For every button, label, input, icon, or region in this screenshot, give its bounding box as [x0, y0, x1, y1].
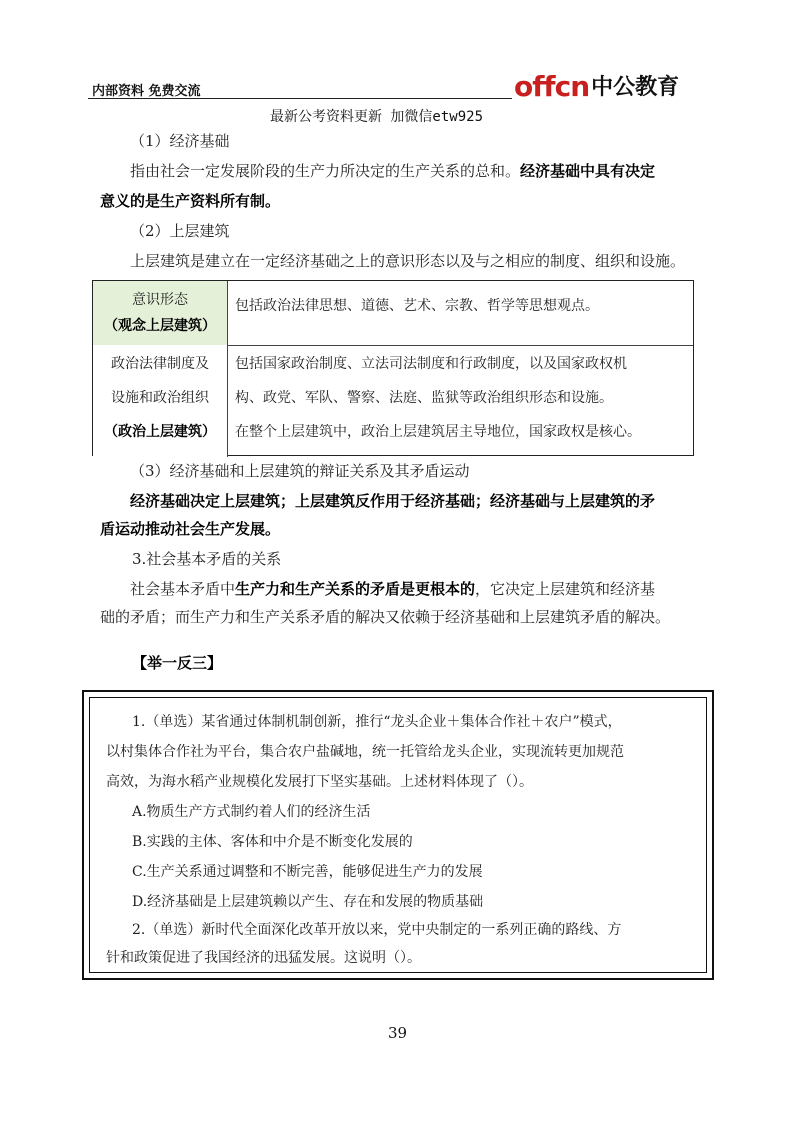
practice-title: 【举一反三】	[132, 654, 223, 672]
question-1-option-d: D.经济基础是上层建筑赖以产生、存在和发展的物质基础	[132, 894, 484, 910]
section-heading-dialectic: （3）经济基础和上层建筑的辩证关系及其矛盾运动	[130, 462, 470, 480]
question-2-line: 2.（单选）新时代全面深化改革开放以来，党中央制定的一系列正确的路线、方	[132, 922, 622, 938]
table-cell-right	[235, 347, 687, 449]
text-bold: 经济基础中具有决定	[520, 162, 656, 180]
cell-text: 意识形态	[132, 292, 188, 308]
paragraph-dialectic: 经济基础决定上层建筑；上层建筑反作用于经济基础；经济基础与上层建筑的矛	[130, 492, 656, 510]
paragraph-basic-contradiction	[100, 578, 710, 600]
table-cell-left	[93, 345, 228, 457]
header-left-text: 内部资料 免费交流	[92, 84, 201, 99]
question-1-option-b: B.实践的主体、客体和中介是不断变化发展的	[132, 834, 413, 850]
text-normal: ，它决定上层建筑和经济基	[475, 580, 656, 598]
text-normal: 指由社会一定发展阶段的生产力所决定的生产关系的总和。	[130, 162, 521, 180]
question-2-line: 针和政策促进了我国经济的迅猛发展。这说明（）。	[106, 950, 421, 966]
section-heading-superstructure: （2）上层建筑	[130, 222, 230, 240]
question-1-option-a: A.物质生产方式制约着人们的经济生活	[132, 804, 371, 820]
cell-text-bold: （观念上层建筑）	[104, 318, 216, 334]
text-bold: 生产力和生产关系的矛盾是更根本的	[235, 580, 476, 598]
header-rule	[88, 98, 512, 99]
question-1-option-c: C.生产关系通过调整和不断完善，能够促进生产力的发展	[132, 864, 483, 880]
cell-text: 设施和政治组织	[111, 390, 209, 406]
paragraph-superstructure: 上层建筑是建立在一定经济基础之上的意识形态以及与之相应的制度、组织和设施。	[130, 252, 686, 270]
cell-text: 包括国家政治制度、立法司法制度和行政制度，以及国家政权机	[235, 356, 627, 372]
section-heading-economic-base: （1）经济基础	[130, 132, 230, 150]
paragraph-economic-base-cont: 意义的是生产资料所有制。	[100, 192, 281, 210]
superstructure-table	[92, 280, 694, 456]
cell-text: 在整个上层建筑中，政治上层建筑居主导地位，国家政权是核心。	[235, 424, 641, 440]
cell-text: 政治法律制度及	[111, 356, 209, 372]
logo-en-text: offcn	[514, 70, 590, 103]
logo-cn-text: 中公教育	[591, 75, 680, 100]
table-cell-right: 包括政治法律思想、道德、艺术、宗教、哲学等思想观点。	[235, 298, 599, 314]
question-1-line: 高效，为海水稻产业规模化发展打下坚实基础。上述材料体现了（）。	[106, 774, 533, 790]
section-heading-basic-contradiction: 3.社会基本矛盾的关系	[132, 550, 282, 568]
question-1-line: 1.（单选）某省通过体制机制创新，推行“龙头企业＋集体合作社＋农户”模式，	[132, 714, 622, 730]
cell-text: 构、政党、军队、警察、法庭、监狱等政治组织形态和设施。	[235, 390, 613, 406]
cell-text-bold: （政治上层建筑）	[104, 424, 216, 440]
page-number: 39	[388, 1024, 408, 1042]
update-notice: 最新公考资料更新 加微信etw925	[270, 109, 484, 125]
question-1-line: 以村集体合作社为平台，集合农户盐碱地，统一托管给龙头企业，实现流转更加规范	[106, 744, 624, 760]
paragraph-economic-base	[100, 160, 710, 182]
publisher-logo	[514, 66, 679, 102]
table-row	[93, 281, 693, 346]
text-normal: 社会基本矛盾中	[130, 580, 236, 598]
paragraph-dialectic-cont: 盾运动推动社会生产发展。	[100, 520, 281, 538]
practice-question-box	[82, 690, 714, 980]
paragraph-basic-contradiction-cont: 础的矛盾；而生产力和生产关系矛盾的解决又依赖于经济基础和上层建筑矛盾的解决。	[100, 608, 671, 626]
table-cell-left	[93, 281, 228, 345]
table-row	[93, 345, 693, 455]
question-box-inner	[89, 697, 707, 973]
